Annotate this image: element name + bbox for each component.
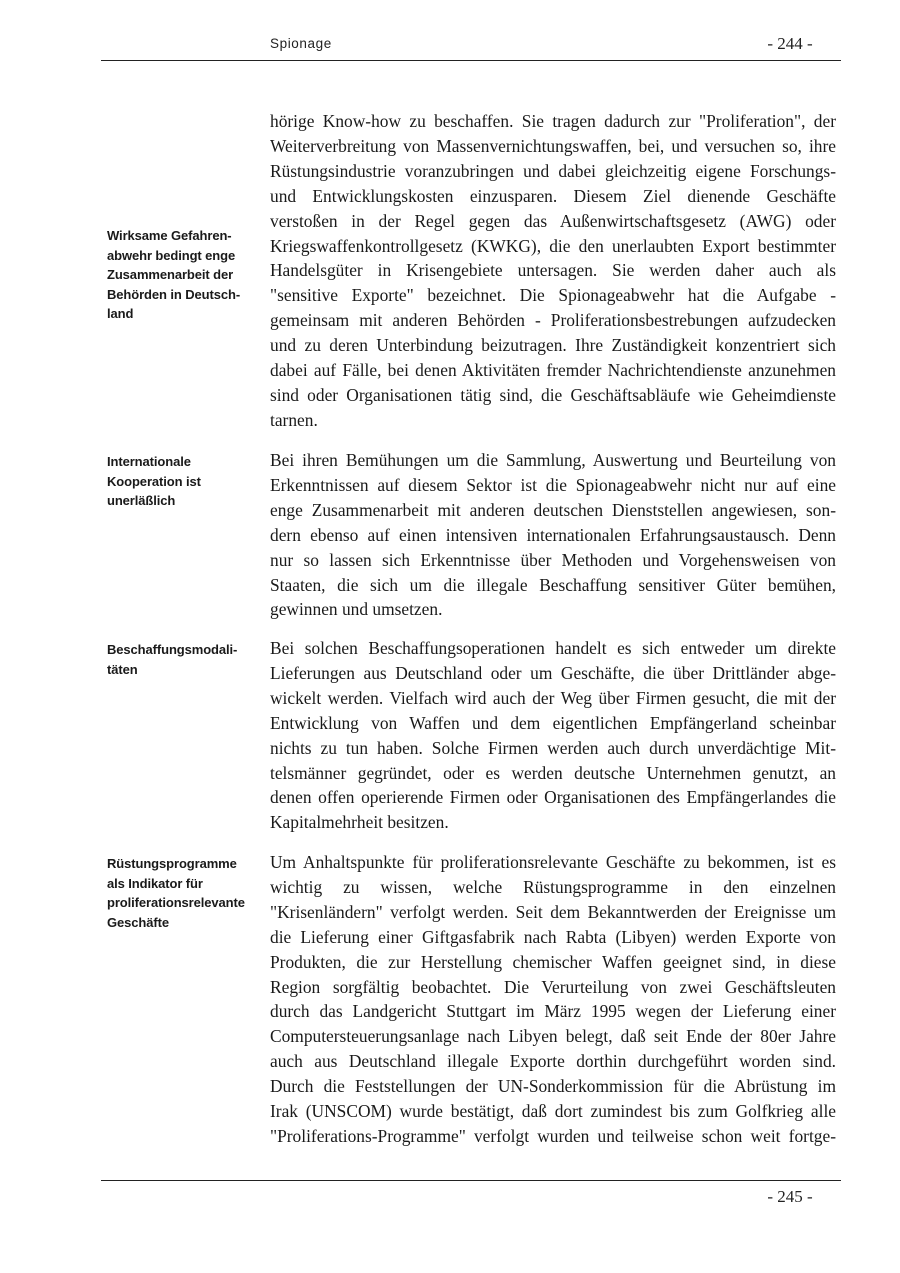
header-rule [101, 60, 841, 61]
text-line: dern ebenso auf einen intensiven internationalen Erfahrungsaustausch. Denn [270, 524, 836, 545]
side-note-line: Rüstungsprogramme [107, 856, 237, 871]
text-line: nur so lassen sich Erkenntnisse über Methoden und Vorgehensweisen von [270, 549, 836, 570]
text-line: Durch die Feststellungen der UN-Sonderkommission für die Abrüstung im [270, 1076, 836, 1097]
text-line: gemeinsam mit anderen Behörden - Proliferationsbestrebungen aufzudecken [270, 310, 836, 331]
text-line: Region sorgfältig beobachtet. Die Verurteilung von zwei Geschäftsleuten [270, 976, 836, 997]
text-line: Entwicklung von Waffen und dem eigentlichen Empfängerland scheinbar [270, 712, 836, 733]
text-line: Computersteuerungsanlage nach Libyen belegt, daß seit Ende der 80er Jahre [270, 1026, 836, 1047]
side-note-line: täten [107, 661, 138, 677]
text-line: dabei auf Fälle, bei denen Aktivitäten fremder Nachrichtendienste anzunehmen [270, 360, 836, 381]
side-note-line: Internationale [107, 454, 191, 469]
side-note-line: Wirksame Gefahren- [107, 228, 232, 243]
text-line: Kapitalmehrheit besitzen. [270, 812, 449, 833]
side-note-line: abwehr bedingt enge [107, 247, 236, 263]
text-line: Produkten, die zur Herstellung chemischer Waffen geeignet sind, in diese [270, 951, 836, 972]
side-note-ruestungsprogramme [107, 854, 265, 932]
side-note-line: Kooperation ist [107, 473, 201, 489]
text-line: Lieferungen aus Deutschland oder um Geschäfte, die über Drittländer abge- [270, 662, 836, 683]
paragraph-beschaffung [270, 636, 836, 835]
text-line: Um Anhaltspunkte für proliferationsrelevante Geschäfte zu bekommen, ist es [270, 852, 836, 872]
text-line: Rüstungsindustrie voranzubringen und dabei gleichzeitig eigene Forschungs- [270, 160, 836, 181]
text-line: "sensitive Exporte" bezeichnet. Die Spionageabwehr hat die Aufgabe - [270, 285, 836, 306]
side-note-line: Zusammenarbeit der [107, 267, 234, 283]
text-line: "Proliferations-Programme" verfolgt wurden und teilweise schon weit fortge- [270, 1125, 836, 1146]
text-line: hörige Know-how zu beschaffen. Sie tragen dadurch zur "Proliferation", der [270, 111, 836, 131]
text-line: Handelsgüter in Krisengebiete untersagen. Sie werden daher auch als [270, 260, 836, 281]
text-line: wickelt werden. Vielfach wird auch der Weg über Firmen gesucht, die mit der [270, 687, 836, 708]
text-line: Weiterverbreitung von Massenvernichtungswaffen, bei, und versuchen so, ihre [270, 135, 836, 156]
side-note-line: proliferationsrelevante [107, 895, 245, 911]
header-page-number: - 244 - [767, 34, 813, 53]
side-note-line: unerläßlich [107, 493, 176, 509]
text-line: und Entwicklungskosten einzusparen. Diesem Ziel dienende Geschäfte [270, 185, 836, 206]
text-line: die Lieferung einer Giftgasfabrik nach Rabta (Libyen) werden Exporte von [270, 926, 836, 947]
paragraph-ruestungsprogramme [270, 850, 836, 1149]
paragraph-proliferation [270, 109, 836, 433]
paragraph-kooperation [270, 448, 836, 622]
side-note-line: Geschäfte [107, 914, 169, 930]
side-note-line: land [107, 306, 134, 322]
text-line: verstoßen in der Regel gegen das Außenwirtschaftsgesetz (AWG) oder [270, 210, 836, 231]
running-header-title: Spionage [270, 36, 332, 51]
text-line: Staaten, die sich um die illegale Beschaffung sensitiver Güter bemühen, [270, 574, 836, 595]
text-line: nichts zu tun haben. Solche Firmen werden auch durch unverdächtige Mit- [270, 737, 836, 758]
side-note-gefahrenabwehr [107, 226, 265, 324]
text-line: und zu deren Unterbindung beizutragen. Ihre Zuständigkeit konzentriert sich [270, 335, 836, 356]
text-line: tarnen. [270, 409, 318, 430]
side-note-line: Behörden in Deutsch- [107, 286, 241, 302]
text-line: Kriegswaffenkontrollgesetz (KWKG), die den unerlaubten Export bestimmter [270, 235, 836, 256]
side-note-kooperation [107, 452, 265, 511]
text-line: denen offen operierende Firmen oder Organisationen des Empfängerlandes die [270, 787, 836, 808]
text-line: telsmänner gegründet, oder es werden deutsche Unternehmen genutzt, an [270, 762, 836, 783]
footer-rule [101, 1180, 841, 1181]
text-line: auch aus Deutschland illegale Exporte dorthin durchgeführt worden sind. [270, 1051, 836, 1072]
text-line: gewinnen und umsetzen. [270, 599, 443, 620]
text-line: sind oder Organisationen tätig sind, die Geschäftsabläufe wie Geheimdienste [270, 384, 836, 405]
side-note-beschaffung [107, 640, 265, 679]
text-line: durch das Landgericht Stuttgart im März 1995 wegen der Lieferung einer [270, 1001, 836, 1022]
side-note-line: als Indikator für [107, 875, 203, 891]
text-line: Irak (UNSCOM) wurde bestätigt, daß dort zumindest bis zum Golfkrieg alle [270, 1101, 836, 1122]
side-note-line: Beschaffungsmodali- [107, 642, 238, 657]
text-line: "Krisenländern" verfolgt werden. Seit dem Bekanntwerden der Ereignisse um [270, 901, 836, 922]
text-line: enge Zusammenarbeit mit anderen deutschen Dienststellen angewiesen, son- [270, 499, 836, 520]
text-line: Erkenntnissen auf diesem Sektor ist die Spionageabwehr nicht nur auf eine [270, 474, 836, 495]
footer-page-number: - 245 - [767, 1187, 813, 1206]
text-line: Bei solchen Beschaffungsoperationen handelt es sich entweder um direkte [270, 638, 836, 658]
text-line: wichtig zu wissen, welche Rüstungsprogramme in den einzelnen [270, 876, 836, 897]
text-line: Bei ihren Bemühungen um die Sammlung, Auswertung und Beurteilung von [270, 450, 836, 470]
